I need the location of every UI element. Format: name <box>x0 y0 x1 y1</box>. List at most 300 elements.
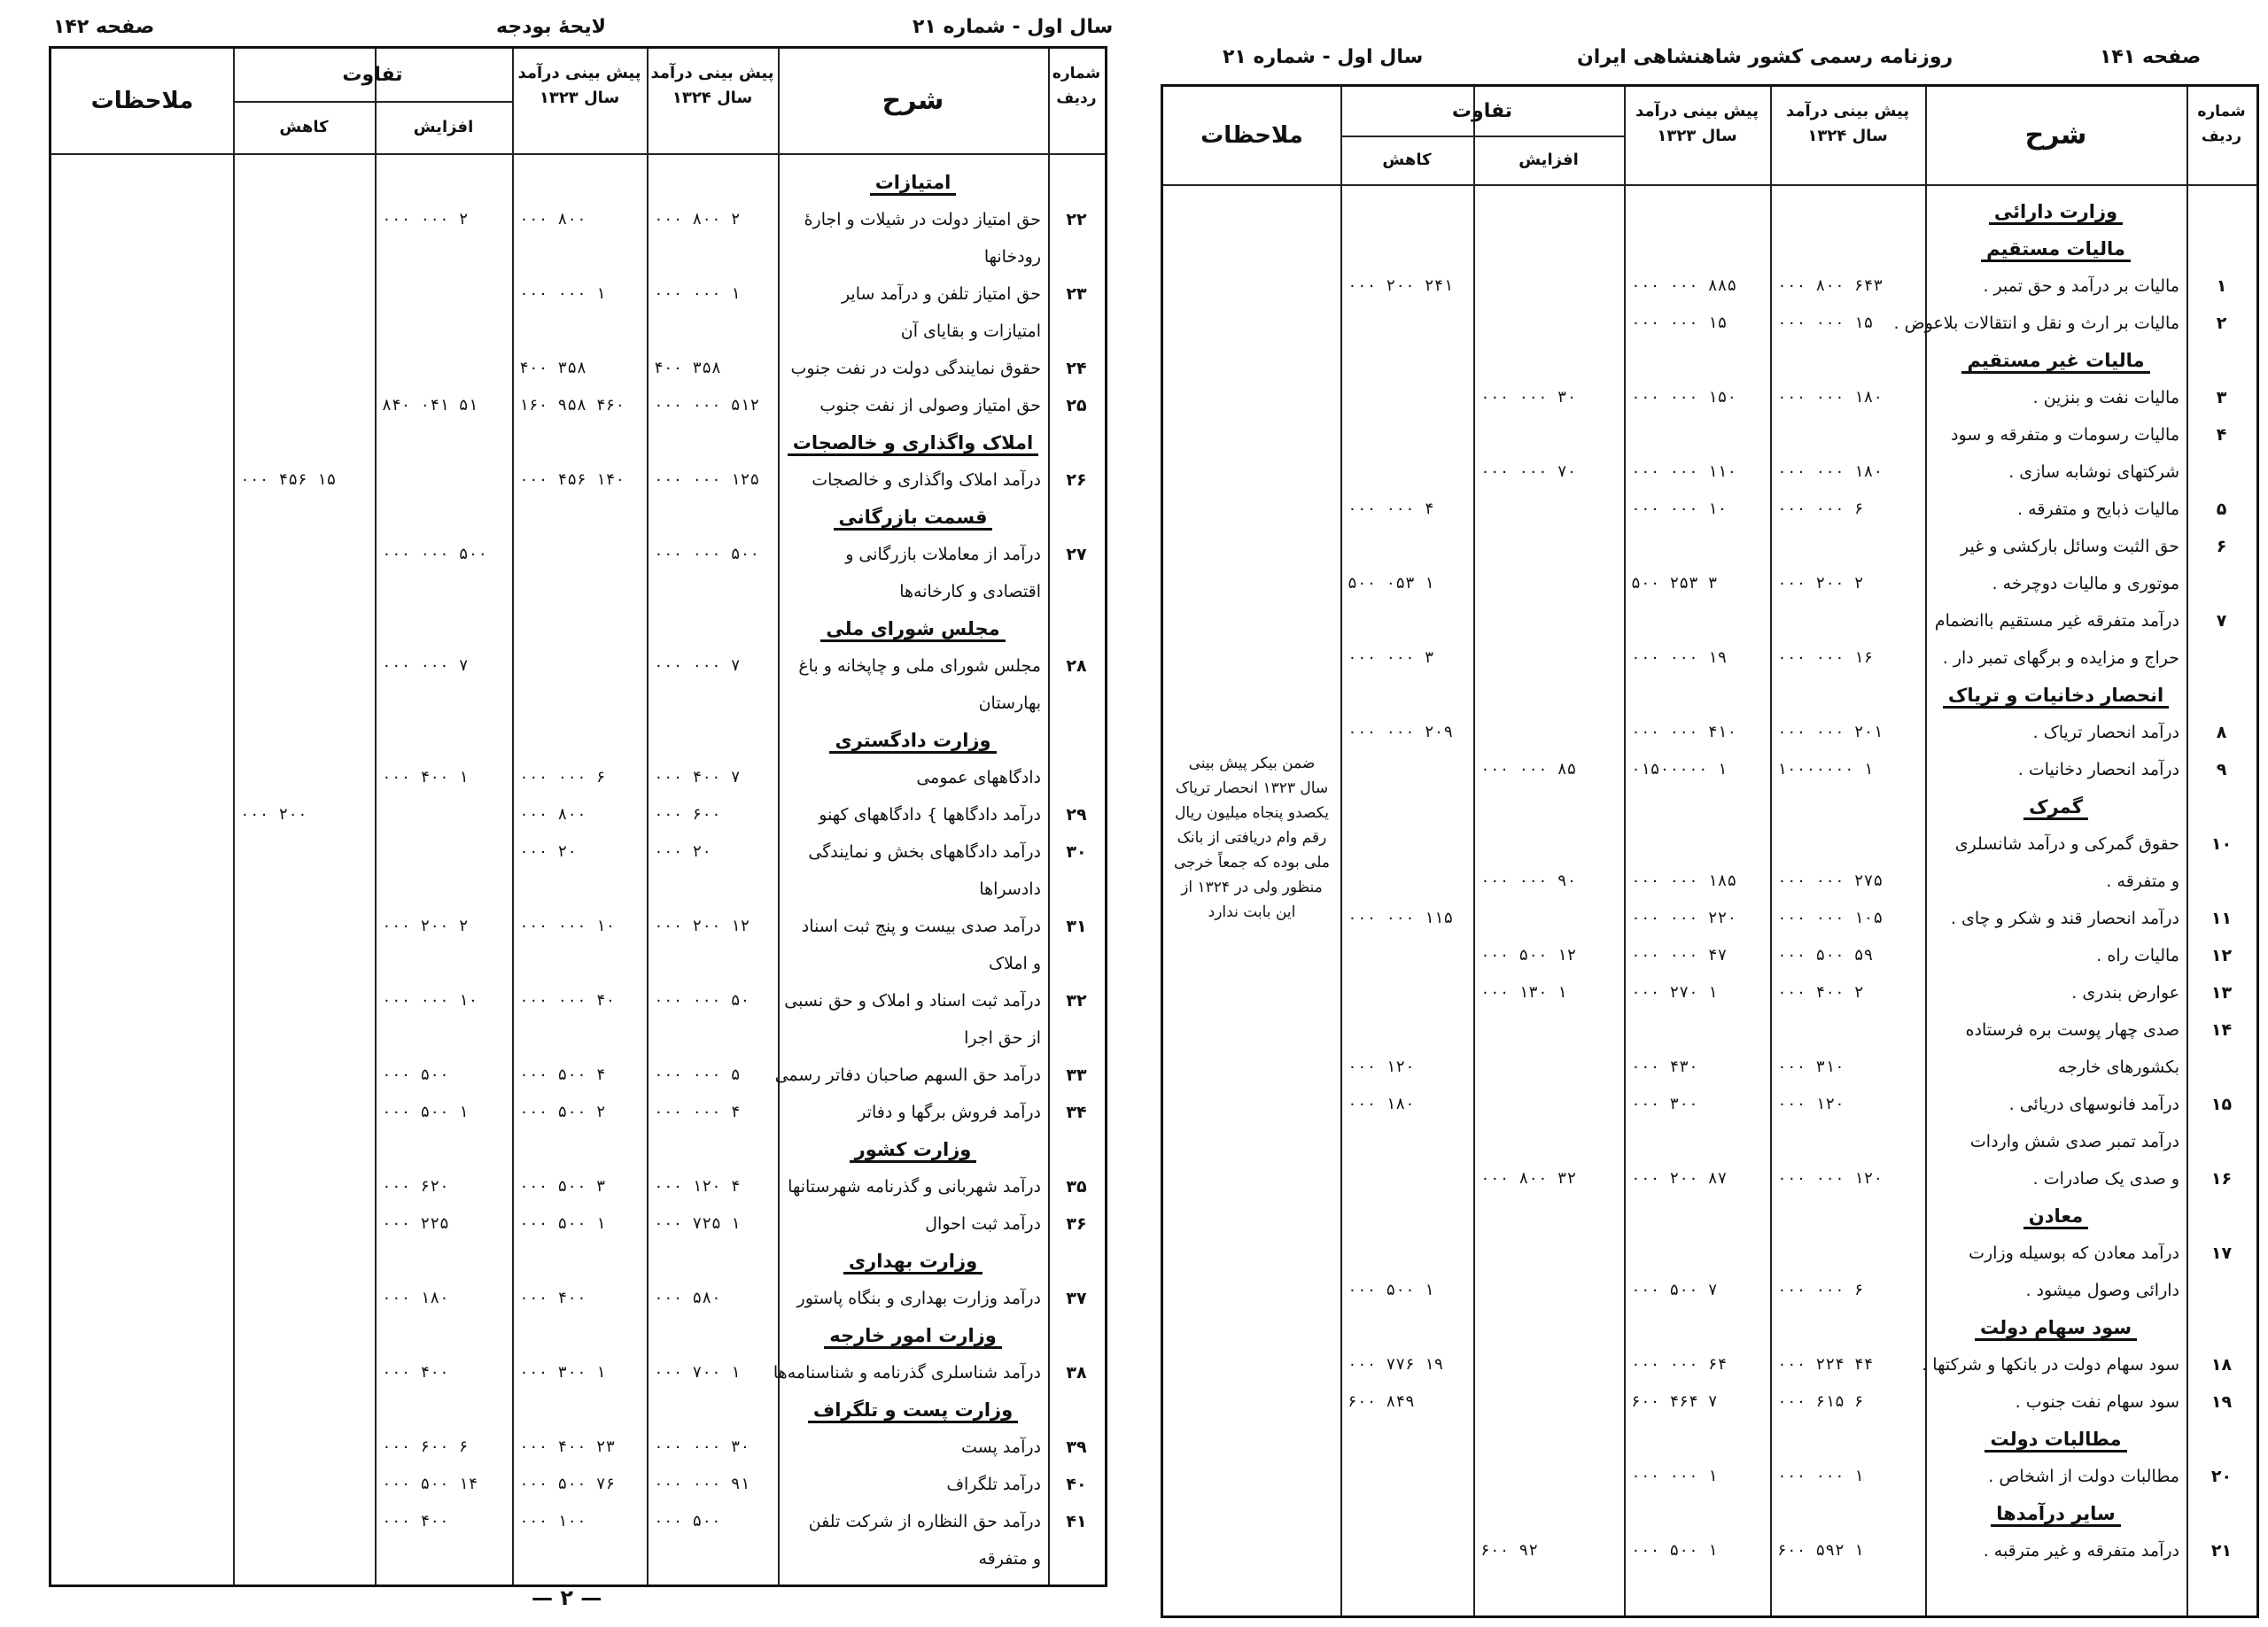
left-table-row <box>51 1094 1105 1131</box>
right-row-number-cell: ۶ <box>2216 537 2227 556</box>
left-estimate-1323-cell <box>519 685 640 722</box>
left-increase-cell: ۱ ۴۰۰ ۰۰۰ <box>382 768 469 786</box>
left-increase-cell: ۲۲۵ ۰۰۰ <box>382 1214 449 1233</box>
left-estimate-1323-cell <box>519 871 640 908</box>
left-increase-cell <box>382 313 505 350</box>
left-estimate-1323-cell: ۶ ۰۰۰ ۰۰۰ <box>519 768 606 786</box>
left-description-cell: مجلس شورای ملی و چاپخانه و باغ <box>798 656 1041 676</box>
right-section-heading <box>1925 1495 2186 1532</box>
left-estimate-1323-cell: ۱ ۰۰۰ ۰۰۰ <box>519 284 606 303</box>
right-row-number-cell: ۱۴ <box>2210 1020 2233 1040</box>
left-page-footer: — ۲ — <box>532 1585 602 1610</box>
left-decrease-cell: ۲۰۰ ۰۰۰ <box>240 805 307 824</box>
left-section-heading-text: املاک واگذاری و خالصجات <box>788 432 1038 456</box>
right-table-row <box>1163 491 2256 528</box>
left-decrease-cell <box>240 1019 368 1057</box>
right-row-number-cell <box>2194 1272 2249 1309</box>
right-estimate-1323-cell: ۲۲۰ ۰۰۰ ۰۰۰ <box>1631 909 1737 927</box>
left-estimate-1323-cell: ۴۰۰ ۰۰۰ <box>519 1289 586 1307</box>
left-decrease-cell <box>240 536 368 573</box>
right-estimate-1323-cell: ۱۸۵ ۰۰۰ ۰۰۰ <box>1631 872 1737 890</box>
right-table-row <box>1163 1160 2256 1197</box>
left-decrease-cell: ۱۵ ۴۵۶ ۰۰۰ <box>240 470 337 489</box>
left-section-heading-text: وزارت پست و تلگراف <box>808 1399 1018 1423</box>
right-decrease-cell <box>1348 305 1466 342</box>
left-description-cell: حق امتیاز دولت در شیلات و اجارهٔ <box>804 210 1041 229</box>
right-section-heading <box>1925 1421 2186 1458</box>
right-table-row <box>1163 305 2256 342</box>
left-estimate-1323-cell: ۲۰ ۰۰۰ <box>519 842 578 861</box>
left-decrease-cell <box>240 833 368 871</box>
left-row-number-cell <box>1055 238 1098 275</box>
right-section-heading-text: معادن <box>2023 1205 2088 1229</box>
left-table-row <box>51 1503 1105 1540</box>
left-estimate-1324-cell: ۱۲۵ ۰۰۰ ۰۰۰ <box>654 470 760 489</box>
left-table-row <box>51 201 1105 238</box>
left-estimate-1324-cell: ۲۰ ۰۰۰ <box>654 842 712 861</box>
right-decrease-cell: ۱۲۰ ۰۰۰ <box>1348 1058 1415 1076</box>
right-increase-cell <box>1480 1123 1617 1160</box>
right-increase-cell: ۱۲ ۵۰۰ ۰۰۰ <box>1480 946 1577 965</box>
left-estimate-1323-cell: ۱۰ ۰۰۰ ۰۰۰ <box>519 917 616 935</box>
left-increase-cell: ۵۰۰ ۰۰۰ ۰۰۰ <box>382 545 488 563</box>
right-description-cell: درآمد متفرقه غیر مستقیم باانضمام <box>1934 611 2179 631</box>
left-estimate-1324-cell: ۵۰۰ ۰۰۰ ۰۰۰ <box>654 545 760 563</box>
left-increase-cell: ۱۴ ۵۰۰ ۰۰۰ <box>382 1475 478 1493</box>
left-decrease-cell <box>240 1094 368 1131</box>
left-section-heading <box>778 1131 1048 1168</box>
right-decrease-cell <box>1348 1123 1466 1160</box>
left-description-cell: رودخانها <box>983 247 1041 267</box>
right-description-cell: دارائی وصول میشود . <box>2025 1281 2179 1300</box>
right-row-number-cell: ۱۹ <box>2210 1392 2233 1412</box>
left-table-row <box>51 796 1105 833</box>
right-estimate-1323-cell <box>1631 602 1763 639</box>
right-decrease-cell <box>1348 1458 1466 1495</box>
right-description-cell: صدی چهار پوست بره فرستاده <box>1965 1020 2179 1040</box>
right-estimate-1324-cell: ۵۹ ۵۰۰ ۰۰۰ <box>1777 946 1874 965</box>
right-header-decrease: کاهش <box>1382 151 1432 169</box>
left-header-est1323: پیش بینی درآمد سال ۱۳۲۳ <box>517 64 641 107</box>
left-description-cell: دادسراها <box>979 879 1041 899</box>
right-section-heading-text: گمرک <box>2023 796 2088 820</box>
right-row-number-cell: ۳ <box>2216 388 2227 407</box>
right-estimate-1324-cell <box>1777 1235 1918 1272</box>
right-description-cell: حراج و مزایده و برگهای تمبر دار . <box>1942 648 2179 668</box>
left-row-number-cell: ۲۲ <box>1066 210 1087 229</box>
right-description-cell: بکشورهای خارجه <box>2057 1058 2179 1077</box>
right-section-heading <box>1925 788 2186 825</box>
left-estimate-1323-cell: ۳۵۸ ۴۰۰ <box>519 359 586 377</box>
right-increase-cell <box>1480 602 1617 639</box>
left-decrease-cell <box>240 945 368 982</box>
left-estimate-1324-cell: ۴ ۰۰۰ ۰۰۰ <box>654 1103 741 1121</box>
right-estimate-1324-cell: ۱۸۰ ۰۰۰ ۰۰۰ <box>1777 388 1884 407</box>
left-estimate-1323-cell <box>519 945 640 982</box>
left-description-cell: اقتصادی و کارخانه‌ها <box>899 582 1041 601</box>
left-increase-cell: ۴۰۰ ۰۰۰ <box>382 1512 449 1530</box>
left-estimate-1324-cell: ۱۲ ۲۰۰ ۰۰۰ <box>654 917 750 935</box>
right-estimate-1324-cell: ۶ ۰۰۰ ۰۰۰ <box>1777 500 1864 518</box>
right-row-number-cell: ۷ <box>2216 611 2227 631</box>
left-table-row <box>51 536 1105 573</box>
left-estimate-1324-cell: ۷ ۰۰۰ ۰۰۰ <box>654 656 741 675</box>
right-description-cell: درآمد معادن که بوسیله وزارت <box>1969 1243 2179 1263</box>
right-decrease-cell <box>1348 528 1466 565</box>
right-decrease-cell <box>1348 1011 1466 1049</box>
left-header-rownum: شماره ردیف <box>1052 65 1101 107</box>
right-table-row <box>1163 1532 2256 1569</box>
left-estimate-1323-cell <box>519 1019 640 1057</box>
right-estimate-1324-cell: ۱۰۵ ۰۰۰ ۰۰۰ <box>1777 909 1884 927</box>
left-estimate-1323-cell: ۲۳ ۴۰۰ ۰۰۰ <box>519 1437 616 1456</box>
right-estimate-1323-cell: ۴۳۰ ۰۰۰ <box>1631 1058 1698 1076</box>
right-decrease-cell: ۳ ۰۰۰ ۰۰۰ <box>1348 648 1434 667</box>
right-estimate-1324-cell: ۱ ۰۰۰ ۰۰۰ <box>1777 1467 1864 1485</box>
right-description-cell: حقوق گمرکی و درآمد شانسلری <box>1954 834 2179 854</box>
left-row-number-cell <box>1055 313 1098 350</box>
left-increase-cell <box>382 1540 505 1577</box>
right-decrease-cell: ۸۴۹ ۶۰۰ <box>1348 1392 1415 1411</box>
left-row-number-cell: ۲۷ <box>1066 545 1087 564</box>
left-description-cell: درآمد تلگراف <box>946 1475 1041 1494</box>
right-estimate-1324-cell: ۶ ۰۰۰ ۰۰۰ <box>1777 1281 1864 1299</box>
right-decrease-cell <box>1348 751 1466 788</box>
right-estimate-1324-cell: ۲۷۵ ۰۰۰ ۰۰۰ <box>1777 872 1884 890</box>
right-estimate-1323-cell <box>1631 528 1763 565</box>
left-estimate-1323-cell <box>519 1540 640 1577</box>
right-table-row <box>1163 937 2256 974</box>
right-row-number-cell: ۱ <box>2216 276 2227 296</box>
left-header-decrease: کاهش <box>279 118 329 136</box>
right-description-cell: درآمد متفرقه و غیر مترقبه . <box>1983 1541 2179 1561</box>
left-estimate-1324-cell: ۳۵۸ ۴۰۰ <box>654 359 721 377</box>
left-description-cell: درآمد فروش برگها و دفاتر <box>858 1103 1041 1122</box>
left-estimate-1324-cell <box>654 1019 771 1057</box>
right-section-heading-text: مالیات غیر مستقیم <box>1961 350 2149 374</box>
right-row-number-cell: ۲ <box>2216 314 2227 333</box>
right-estimate-1324-cell <box>1777 528 1918 565</box>
left-estimate-1323-cell: ۱ ۵۰۰ ۰۰۰ <box>519 1214 606 1233</box>
left-increase-cell <box>382 350 505 387</box>
left-row-number-cell: ۲۹ <box>1066 805 1087 825</box>
right-description-cell: درآمد انحصار دخانیات . <box>2017 760 2179 779</box>
right-estimate-1323-cell: ۱۵ ۰۰۰ ۰۰۰ <box>1631 314 1728 332</box>
right-decrease-cell <box>1348 379 1466 416</box>
left-increase-cell: ۶ ۶۰۰ ۰۰۰ <box>382 1437 469 1456</box>
left-description-cell: درآمد حق النظاره از شرکت تلفن <box>808 1512 1041 1531</box>
left-increase-cell: ۱ ۵۰۰ ۰۰۰ <box>382 1103 469 1121</box>
left-header-desc: شرح <box>882 85 944 116</box>
right-row-number-cell <box>2194 639 2249 677</box>
right-row-number-cell <box>2194 1049 2249 1086</box>
right-estimate-1324-cell: ۲ ۴۰۰ ۰۰۰ <box>1777 983 1864 1002</box>
right-row-number-cell: ۲۱ <box>2210 1541 2233 1561</box>
left-estimate-1324-cell: ۵۱۲ ۰۰۰ ۰۰۰ <box>654 396 760 414</box>
left-section-heading <box>778 499 1048 536</box>
left-decrease-cell <box>240 1466 368 1503</box>
right-row-number-cell: ۱۱ <box>2210 909 2233 928</box>
right-description-cell: شرکتهای نوشابه سازی . <box>2008 462 2179 482</box>
right-estimate-1324-cell <box>1777 825 1918 863</box>
left-table-row <box>51 461 1105 499</box>
right-section-heading <box>1925 1309 2186 1346</box>
left-row-number-cell: ۳۳ <box>1066 1065 1087 1085</box>
left-estimate-1323-cell: ۷۶ ۵۰۰ ۰۰۰ <box>519 1475 616 1493</box>
right-estimate-1324-cell <box>1777 602 1918 639</box>
right-table-row <box>1163 1235 2256 1272</box>
left-section-heading <box>778 722 1048 759</box>
right-row-number-cell: ۱۶ <box>2210 1169 2233 1189</box>
right-row-number-cell: ۹ <box>2216 760 2227 779</box>
left-increase-cell: ۴۰۰ ۰۰۰ <box>382 1363 449 1382</box>
left-table-row <box>51 350 1105 387</box>
right-increase-cell <box>1480 416 1617 453</box>
left-estimate-1324-cell: ۵۸۰ ۰۰۰ <box>654 1289 721 1307</box>
left-estimate-1323-cell: ۴ ۵۰۰ ۰۰۰ <box>519 1065 606 1084</box>
left-estimate-1323-cell: ۸۰۰ ۰۰۰ <box>519 805 586 824</box>
left-decrease-cell <box>240 1057 368 1094</box>
right-section-heading-text: وزارت دارائی <box>1989 201 2123 225</box>
left-estimate-1324-cell <box>654 573 771 610</box>
left-section-heading-text: وزارت بهداری <box>843 1251 983 1274</box>
left-row-number-cell: ۳۲ <box>1066 991 1087 1011</box>
left-row-number-cell: ۲۶ <box>1066 470 1087 490</box>
right-header-remarks: ملاحظات <box>1200 122 1303 149</box>
left-row-number-cell: ۲۵ <box>1066 396 1087 415</box>
left-estimate-1324-cell: ۱ ۷۲۵ ۰۰۰ <box>654 1214 741 1233</box>
right-decrease-cell: ۲۴۱ ۲۰۰ ۰۰۰ <box>1348 276 1454 295</box>
right-table-row <box>1163 602 2256 639</box>
right-description-cell: مالیات بر درآمد و حق تمبر . <box>1983 276 2179 296</box>
right-section-heading-text: سایر درآمدها <box>1991 1503 2120 1527</box>
left-description-cell: درآمد ثبت احوال <box>925 1214 1041 1234</box>
left-description-cell: درآمد پست <box>961 1437 1041 1457</box>
right-budget-table <box>1161 84 2259 1618</box>
right-estimate-1323-cell: ۱۱۰ ۰۰۰ ۰۰۰ <box>1631 462 1737 481</box>
right-estimate-1323-cell: ۴۱۰ ۰۰۰ ۰۰۰ <box>1631 723 1737 741</box>
right-decrease-cell <box>1348 937 1466 974</box>
left-decrease-cell <box>240 1429 368 1466</box>
right-table-row <box>1163 379 2256 416</box>
left-section-heading <box>778 164 1048 201</box>
left-table-row <box>51 871 1105 908</box>
left-increase-cell <box>382 573 505 610</box>
right-page <box>1143 0 2268 1627</box>
right-row-number-cell: ۱۷ <box>2210 1243 2233 1263</box>
left-table-row <box>51 1429 1105 1466</box>
left-increase-cell: ۲ ۰۰۰ ۰۰۰ <box>382 210 469 229</box>
right-estimate-1323-cell <box>1631 1123 1763 1160</box>
left-section-heading <box>778 1317 1048 1354</box>
left-issue-header: سال اول - شماره ۲۱ <box>913 16 1114 38</box>
right-header-est1324: پیش بینی درآمد سال ۱۳۲۴ <box>1785 102 1910 145</box>
left-estimate-1323-cell <box>519 573 640 610</box>
left-estimate-1324-cell: ۵۰ ۰۰۰ ۰۰۰ <box>654 991 750 1010</box>
left-row-number-cell: ۳۷ <box>1066 1289 1087 1308</box>
left-table-row <box>51 313 1105 350</box>
right-decrease-cell <box>1348 1160 1466 1197</box>
right-increase-cell <box>1480 305 1617 342</box>
right-header-est1323: پیش بینی درآمد سال ۱۳۲۳ <box>1635 102 1759 145</box>
right-estimate-1324-cell: ۱۸۰ ۰۰۰ ۰۰۰ <box>1777 462 1884 481</box>
right-estimate-1323-cell: ۱۰ ۰۰۰ ۰۰۰ <box>1631 500 1728 518</box>
left-table-row <box>51 1466 1105 1503</box>
left-estimate-1324-cell <box>654 238 771 275</box>
right-estimate-1323-cell <box>1631 416 1763 453</box>
left-row-number-cell: ۳۴ <box>1066 1103 1087 1122</box>
left-estimate-1323-cell: ۱ ۳۰۰ ۰۰۰ <box>519 1363 606 1382</box>
right-row-number-cell: ۴ <box>2216 425 2227 445</box>
right-decrease-cell: ۱ ۵۰۰ ۰۰۰ <box>1348 1281 1434 1299</box>
left-decrease-cell <box>240 238 368 275</box>
right-estimate-1323-cell <box>1631 825 1763 863</box>
left-row-number-cell <box>1055 759 1098 796</box>
left-table-row <box>51 685 1105 722</box>
left-increase-cell <box>382 275 505 313</box>
left-table-row <box>51 982 1105 1019</box>
right-table-row <box>1163 1011 2256 1049</box>
left-estimate-1324-cell: ۱ ۰۰۰ ۰۰۰ <box>654 284 741 303</box>
right-description-cell: درآمد تمبر صدی شش واردات <box>1969 1132 2179 1151</box>
right-estimate-1324-cell: ۱۲۰ ۰۰۰ ۰۰۰ <box>1777 1169 1884 1188</box>
left-row-number-cell: ۲۴ <box>1066 359 1087 378</box>
right-section-heading-text: مطالبات دولت <box>1984 1429 2126 1453</box>
right-center-header: روزنامه رسمی کشور شاهنشاهی ایران <box>1577 46 1953 68</box>
left-decrease-cell <box>240 275 368 313</box>
right-increase-cell <box>1480 714 1617 751</box>
left-row-number-cell: ۴۰ <box>1066 1475 1087 1494</box>
right-remarks-note: ضمن بیکر پیش بینی سال ۱۳۲۳ انحصار تریاک یکصدو پنجاه میلیون ریال رقم وام دریافتی از بانک ملی بوده که جمعاً خرجی منظور ولی در ۱۳۲۴ از این بابت ندارد <box>1173 755 1330 921</box>
right-estimate-1323-cell: ۳ ۲۵۳ ۵۰۰ <box>1631 574 1718 593</box>
left-description-cell: و املاک <box>988 954 1041 973</box>
left-estimate-1324-cell <box>654 871 771 908</box>
right-estimate-1323-cell: ۱ ۲۷۰ ۰۰۰ <box>1631 983 1718 1002</box>
left-description-cell: درآمد از معاملات بازرگانی و <box>845 545 1041 564</box>
left-row-number-cell: ۲۳ <box>1066 284 1087 304</box>
left-description-cell: حق امتیاز وصولی از نفت جنوب <box>819 396 1041 415</box>
right-estimate-1324-cell: ۳۱۰ ۰۰۰ <box>1777 1058 1845 1076</box>
left-section-heading-text: قسمت بازرگانی <box>834 507 993 531</box>
left-row-number-cell <box>1055 945 1098 982</box>
right-increase-cell <box>1480 1049 1617 1086</box>
left-estimate-1324-cell: ۴ ۱۲۰ ۰۰۰ <box>654 1177 741 1196</box>
left-section-heading-text: وزارت کشور <box>850 1139 977 1163</box>
left-row-number-cell: ۳۶ <box>1066 1214 1087 1234</box>
left-row-number-cell <box>1055 685 1098 722</box>
right-increase-cell <box>1480 900 1617 937</box>
right-row-number-cell: ۱۲ <box>2210 946 2233 965</box>
right-table-row <box>1163 639 2256 677</box>
left-description-cell: درآمد شهربانی و گذرنامه شهرستانها <box>788 1177 1041 1197</box>
right-decrease-cell: ۱۱۵ ۰۰۰ ۰۰۰ <box>1348 909 1454 927</box>
left-table-row <box>51 759 1105 796</box>
left-table-row <box>51 647 1105 685</box>
left-increase-cell <box>382 685 505 722</box>
left-decrease-cell <box>240 1354 368 1391</box>
right-description-cell: مالیات ذبایح و متفرقه . <box>2017 500 2179 519</box>
left-section-heading <box>778 610 1048 647</box>
left-row-number-cell: ۲۸ <box>1066 656 1087 676</box>
right-decrease-cell: ۲۰۹ ۰۰۰ ۰۰۰ <box>1348 723 1454 741</box>
right-row-number-cell: ۲۰ <box>2210 1467 2233 1486</box>
right-table-row <box>1163 1086 2256 1123</box>
right-estimate-1323-cell: ۷ ۴۶۴ ۶۰۰ <box>1631 1392 1718 1411</box>
right-row-number-cell: ۱۸ <box>2210 1355 2233 1375</box>
right-estimate-1324-cell <box>1777 1011 1918 1049</box>
right-increase-cell: ۷۰ ۰۰۰ ۰۰۰ <box>1480 462 1577 481</box>
left-increase-cell: ۲ ۲۰۰ ۰۰۰ <box>382 917 469 935</box>
left-estimate-1323-cell: ۲ ۵۰۰ ۰۰۰ <box>519 1103 606 1121</box>
right-increase-cell: ۸۵ ۰۰۰ ۰۰۰ <box>1480 760 1577 779</box>
right-increase-cell <box>1480 1383 1617 1421</box>
right-decrease-cell <box>1348 1532 1466 1569</box>
right-increase-cell <box>1480 1235 1617 1272</box>
left-description-cell: درآمد وزارت بهداری و بنگاه پاستور <box>796 1289 1041 1308</box>
right-row-number-cell: ۸ <box>2216 723 2227 742</box>
left-estimate-1323-cell: ۱۰۰ ۰۰۰ <box>519 1512 586 1530</box>
left-estimate-1324-cell: ۵ ۰۰۰ ۰۰۰ <box>654 1065 741 1084</box>
right-decrease-cell <box>1348 453 1466 491</box>
right-header-rownum: شماره ردیف <box>2197 103 2246 145</box>
left-estimate-1324-cell: ۹۱ ۰۰۰ ۰۰۰ <box>654 1475 750 1493</box>
left-row-number-cell <box>1055 1540 1098 1577</box>
right-increase-cell <box>1480 267 1617 305</box>
right-decrease-cell <box>1348 825 1466 863</box>
right-description-cell: حق الثبت وسائل بارکشی و غیر <box>1961 537 2179 556</box>
right-decrease-cell <box>1348 416 1466 453</box>
left-estimate-1324-cell <box>654 1540 771 1577</box>
left-decrease-cell <box>240 647 368 685</box>
left-description-cell: درآمد دادگاهها } دادگاههای کهنو <box>819 805 1041 825</box>
left-section-heading <box>778 1391 1048 1429</box>
right-table-row <box>1163 1458 2256 1495</box>
right-decrease-cell <box>1348 863 1466 900</box>
left-table-row <box>51 1168 1105 1205</box>
right-increase-cell: ۱ ۱۳۰ ۰۰۰ <box>1480 983 1567 1002</box>
right-estimate-1323-cell: ۸۷ ۲۰۰ ۰۰۰ <box>1631 1169 1728 1188</box>
right-increase-cell <box>1480 528 1617 565</box>
right-estimate-1324-cell <box>1777 1123 1918 1160</box>
right-estimate-1324-cell: ۴۴ ۲۲۴ ۰۰۰ <box>1777 1355 1874 1374</box>
right-increase-cell <box>1480 639 1617 677</box>
right-table-row <box>1163 1383 2256 1421</box>
right-header-diff: تفاوت <box>1451 100 1513 122</box>
left-increase-cell: ۶۲۰ ۰۰۰ <box>382 1177 449 1196</box>
left-row-number-cell: ۳۸ <box>1066 1363 1087 1383</box>
left-section-heading <box>778 424 1048 461</box>
left-decrease-cell <box>240 759 368 796</box>
left-description-cell: و متفرقه <box>978 1549 1041 1569</box>
left-header-est1324: پیش بینی درآمد سال ۱۳۲۴ <box>650 64 774 107</box>
right-increase-cell <box>1480 825 1617 863</box>
right-row-number-cell: ۱۰ <box>2210 834 2233 854</box>
left-page-label: صفحه ۱۴۲ <box>53 16 155 38</box>
left-table-row <box>51 1057 1105 1094</box>
left-increase-cell <box>382 833 505 871</box>
right-section-heading-text: سود سهام دولت <box>1975 1317 2137 1341</box>
left-decrease-cell <box>240 1503 368 1540</box>
left-row-number-cell <box>1055 573 1098 610</box>
right-header-increase: افزایش <box>1518 151 1579 169</box>
left-estimate-1323-cell: ۱۴۰ ۴۵۶ ۰۰۰ <box>519 470 625 489</box>
left-increase-cell <box>382 461 505 499</box>
left-estimate-1323-cell: ۸۰۰ ۰۰۰ <box>519 210 586 229</box>
left-increase-cell: ۱۰ ۰۰۰ ۰۰۰ <box>382 991 478 1010</box>
left-row-number-cell: ۳۵ <box>1066 1177 1087 1197</box>
left-estimate-1324-cell <box>654 685 771 722</box>
left-table-row <box>51 945 1105 982</box>
